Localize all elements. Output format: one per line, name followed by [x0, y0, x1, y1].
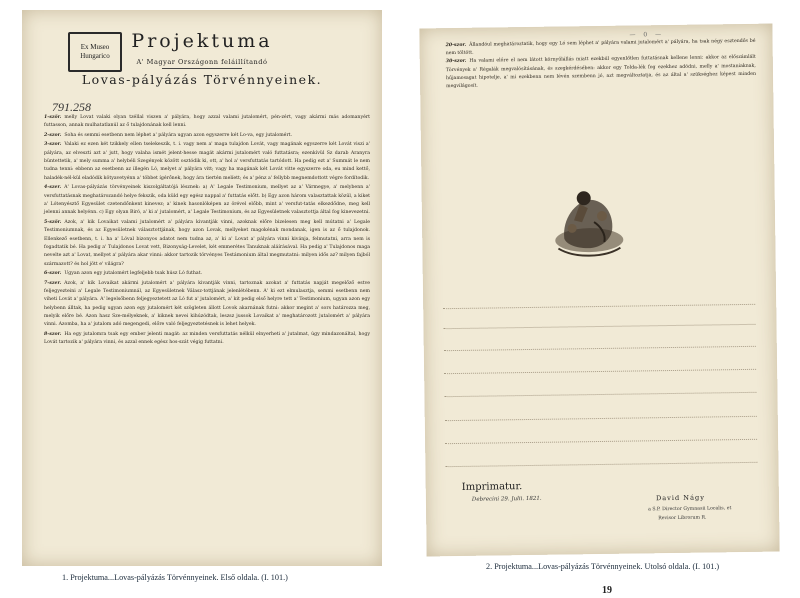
- document-title: Projektuma: [131, 30, 273, 52]
- article-text: Állandóul meghatároztatik, hogy egy Ló sem léphet a' pályára valami jutalomért a' pályára, ha tsak négy esztendős bé nem töltött.: [445, 38, 756, 57]
- article-paragraph: [44, 280, 370, 330]
- page-number: 19: [602, 585, 612, 596]
- place-date: Debrecini 29. Julii. 1821.: [471, 495, 542, 503]
- article-text: Azok, a' kik Lovaikat akármi jutalomért a' pályára kivantják vinni, tartoznak azokat a' futtatás napját megelőző estve feljegyezteini a' Legale Testimoniumnál, az Egyesületnek Válasz-tottjának jelenlétébenn. A' ki ezt elmulasztja, semmi esetbenn nem viheti Lovát a' pályára. A' legelsőbenn feljegyeztetett az Ló fut a' jutalomért, a' kit pedig első helyre tett a' Testimonium, ugyan azon egy helybenn álltak, ha pedig ugyan azon egy jutalomért két szögleten állott Lovok akarnának futni: akkor megint a' sors határozza meg, melyik előre bé. Azon hasz Sze-mélyeknek, a' kiknek nevei kihúzódtak, leszsz jussok Lovaikat a' meghatározott jutalomért a' pályára vinni. Azomba, ha a' jutalom adó megengedi, előre való feljegyeztetésnek is lehet helyek.: [44, 280, 370, 328]
- signer-role-2: Revisor Librorum R.: [658, 515, 707, 522]
- article-paragraph: [44, 132, 370, 140]
- article-paragraph: [44, 219, 370, 269]
- article-paragraph: [446, 54, 756, 91]
- faded-line: [444, 346, 756, 351]
- right-body-text: [446, 38, 757, 92]
- article-text: Ugyan azon egy jutalomért legfeljebb tsak húsz Ló futhat.: [64, 271, 203, 277]
- article-text: Soha és semmi esetbenn nem léphet a' pályára ugyan azon egyszerre két Lo-va, egy jutalomért.: [64, 132, 293, 138]
- inventory-number: 791.258: [52, 100, 91, 114]
- stamp-line-1: Ex Museo: [80, 43, 110, 51]
- signer-name: David Nágy: [655, 493, 705, 503]
- article-paragraph: [44, 270, 370, 278]
- vignette-illustration: [543, 178, 634, 269]
- article-label: 30-szor.: [445, 59, 467, 65]
- article-label: 4-szer.: [44, 185, 62, 191]
- article-label: 5-ször.: [44, 219, 62, 225]
- faded-line: [445, 416, 757, 421]
- title-rule: [162, 68, 242, 69]
- left-body-text: [44, 114, 370, 349]
- article-paragraph: [44, 331, 370, 348]
- faded-line: [445, 439, 757, 444]
- article-text: melly Lovat valaki olyan tzéllal viszen a' pályára, hogy azzal valami jutalomért, pén-zért, vagy akármi más adomanyért futtasson, annak mulhatatlanúl az ő tulajdonának kell lenni.: [44, 115, 370, 129]
- article-text: Ha egy jutalomra tsak egy ember jelenti magát: az minden versfuttatás nélkül elnyerheti a' jutalmat, úgy mindazonáltal, hogy Lovát tartozik a' pályára vinni, és azzal ennek egész hos-szát végig futtatni.: [44, 331, 370, 346]
- article-label: 3-szor.: [44, 142, 62, 148]
- article-paragraph: [44, 184, 370, 217]
- article-paragraph: [44, 114, 370, 131]
- article-text: A' Lovas-pályázás törvényeinek kiszolgáltatójá lésznek: a) A' Legale Testimonium, mellyet az a' Vármegye, a' melybenn a' versfuttatásnak meghatározandó helye fekszik, oda küld egy egész nappal a' futtatás előtt. b) Egy azon három valasztattak közül, a kiket a' Lótenyésztő Egyesület czetendőnkent kinevez; a' kinek hasonlóképen az örével előbb, mint a' versfut-tatás elkezdődne, meg kell jelenni annak helyénn. c) Egy olyan Biró, a' ki a' jutalomért, a' Legale Testimonium, és az Egyesületnek valasztottja által fog kinevezetni.: [44, 185, 370, 216]
- faded-line: [445, 462, 757, 467]
- article-paragraph: [44, 141, 370, 183]
- article-label: 2-szor.: [44, 132, 62, 138]
- left-figure-caption: 1. Projektuma...Lovas-pályázás Törvénnyeinek. Első oldala. (I. 101.): [62, 573, 288, 582]
- stamp-line-2: Hungarico: [80, 52, 110, 60]
- article-text: Ha valami előre el nem látott környűlállás miatt ezekbúl egyenlőtlen futtatásnak kellene lenni: akkor az előszámlált Törvények a' Régalák megvalósításának, és szegkérdésében: akkor egy Tolda-lék fog ezekhez adódni, melly a' mostaniaknak, hűjamosagat hipotelje, a' mi ezekbenn nem lévén szembenn jó, azt megváltoztatja, és az által a' szükséghez képest minden megvilágosít.: [445, 55, 757, 90]
- article-label: 7-szer.: [44, 280, 62, 286]
- page-top-mark: — 0 —: [629, 31, 665, 39]
- document-heading: Lovas-pályázás Törvénnyeinek.: [81, 72, 323, 87]
- faded-line: [443, 304, 755, 309]
- article-label: 1-ször.: [44, 115, 62, 120]
- article-label: 20-szor.: [445, 42, 467, 49]
- document-subtitle: A' Magyar Országonn feláillítandó: [136, 58, 268, 66]
- right-document-scan: [419, 24, 779, 557]
- article-label: 8-szor.: [44, 331, 62, 337]
- article-text: Azok, a' kik Lovaikat valami jutalomért a' pályára kivantják vinni, azoknak előre bizelesen meg kell mútatni a' Legale Testimoniumnak, és az Egyesületnek választottjának, hogy azon Lovak, mellyeket magokénak mondanak, igen is az ő tulajdonok. Ellenkező esetbenn, t. i. ha a' Lóval bizonyos adatot nem tudna az, a' ki a' Lovat a' pályára vinni kivánja, felmutatni, arra nem is fogadtatik bé. Ha pedig a' Tulajdonos Lovat vett, Bizonyság-Levelet, két emmerétes Tanuknak aláírásával. Ha pedig a' Tulajdonos maga nevelte azt a' Lovat, mellyet a' pályára akar vinni: akkor tartozik törvényes Testámonium által megmutatni: milyen idős az? milyen fajból származott? és hol jött e' világra?: [44, 219, 370, 267]
- left-document-scan: [22, 10, 382, 566]
- faded-line: [444, 392, 756, 397]
- signer-role-1: a S.P. Director Gymnasii Localis, et: [648, 506, 732, 513]
- faded-line: [444, 324, 756, 329]
- article-text: Valaki ez ezen két tzikkely ellen tselekeszik, t. i. vagy nem a' maga tulajdon Lovát, vagy magának egyszerre két Lovát viszi a' pályára, az elveszti azt a' jutt, hogy valaha ismét jelent-hesse magát akármi jutalomért való futtatásra; ezenkívül Sz darab Aranyra büntettetik, a' mely summa a' helybéli Szegények között osztódik ki, ott, a' hol a' versfuttatás tartódott. Ha pedig ezt a' Summát le nem tudna tenni: ebbenn az esetbenn az illegén Ló, melyet a' pályára vitt; vagy ha magának két Lovát vitte egyszerre oda, eu mind kettő, haladék-nél-kül eladódik kötyavetyénn a' többet ígérőnek, hogy ára tiertén melíett; és a' pénz a' fellybb megnemdottott végre fordítodik.: [44, 142, 370, 181]
- imprimatur-label: Imprimatur.: [461, 481, 523, 493]
- faded-line: [444, 369, 756, 374]
- right-figure-caption: 2. Projektuma...Lovas-pályázás Törvénnyeinek. Utolsó oldala. (I. 101.): [486, 562, 720, 571]
- article-label: 6-szor.: [44, 271, 62, 277]
